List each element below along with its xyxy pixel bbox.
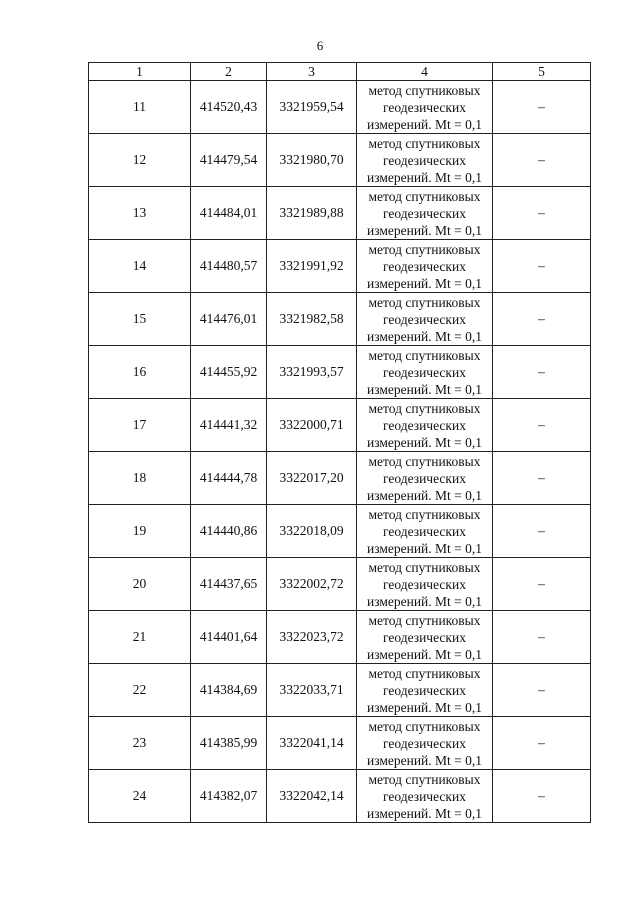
note-cell: – [493,664,591,717]
column-header-4: 4 [357,63,493,81]
x-coordinate-cell: 414479,54 [191,134,267,187]
method-line: измерений. Mt = 0,1 [366,381,483,397]
note-cell: – [493,81,591,134]
note-cell: – [493,452,591,505]
x-coordinate-cell: 414444,78 [191,452,267,505]
y-coordinate-cell: 3322041,14 [267,717,357,770]
x-coordinate-cell: 414384,69 [191,664,267,717]
method-line: метод спутниковых [368,506,481,522]
x-coordinate-cell: 414480,57 [191,240,267,293]
point-number-cell: 20 [89,558,191,611]
x-coordinate-cell: 414455,92 [191,346,267,399]
point-number-cell: 15 [89,293,191,346]
table-row [89,611,591,664]
method-cell [357,346,493,399]
method-line: геодезических [383,523,466,539]
table-row [89,505,591,558]
method-cell [357,717,493,770]
x-coordinate-cell: 414437,65 [191,558,267,611]
point-number-cell: 16 [89,346,191,399]
method-line: геодезических [383,417,466,433]
table-row [89,293,591,346]
method-cell [357,187,493,240]
x-coordinate-cell: 414385,99 [191,717,267,770]
method-line: метод спутниковых [368,347,481,363]
method-line: измерений. Mt = 0,1 [366,487,483,503]
x-coordinate-cell: 414520,43 [191,81,267,134]
method-line: геодезических [383,258,466,274]
method-line: метод спутниковых [368,559,481,575]
method-line: геодезических [383,735,466,751]
y-coordinate-cell: 3321959,54 [267,81,357,134]
note-cell: – [493,505,591,558]
method-line: метод спутниковых [368,665,481,681]
y-coordinate-cell: 3321980,70 [267,134,357,187]
method-cell [357,81,493,134]
x-coordinate-cell: 414441,32 [191,399,267,452]
note-cell: – [493,293,591,346]
method-cell [357,240,493,293]
column-header-1: 1 [89,63,191,81]
method-cell [357,293,493,346]
header-row [89,63,591,81]
method-line: измерений. Mt = 0,1 [366,752,483,768]
method-line: измерений. Mt = 0,1 [366,116,483,132]
note-cell: – [493,558,591,611]
method-cell [357,399,493,452]
method-line: измерений. Mt = 0,1 [366,328,483,344]
point-number-cell: 22 [89,664,191,717]
method-line: метод спутниковых [368,718,481,734]
method-cell [357,664,493,717]
table-row [89,187,591,240]
point-number-cell: 24 [89,770,191,823]
method-line: метод спутниковых [368,400,481,416]
table-row [89,558,591,611]
method-line: измерений. Mt = 0,1 [366,646,483,662]
y-coordinate-cell: 3322018,09 [267,505,357,558]
method-cell [357,558,493,611]
x-coordinate-cell: 414382,07 [191,770,267,823]
method-line: измерений. Mt = 0,1 [366,805,483,821]
method-line: геодезических [383,205,466,221]
note-cell: – [493,240,591,293]
table-row [89,664,591,717]
method-line: метод спутниковых [368,612,481,628]
point-number-cell: 11 [89,81,191,134]
method-line: измерений. Mt = 0,1 [366,275,483,291]
method-line: геодезических [383,788,466,804]
y-coordinate-cell: 3321982,58 [267,293,357,346]
column-header-5: 5 [493,63,591,81]
table-row [89,717,591,770]
note-cell: – [493,399,591,452]
x-coordinate-cell: 414476,01 [191,293,267,346]
table-row [89,134,591,187]
x-coordinate-cell: 414484,01 [191,187,267,240]
method-line: измерений. Mt = 0,1 [366,540,483,556]
point-number-cell: 13 [89,187,191,240]
method-line: метод спутниковых [368,135,481,151]
y-coordinate-cell: 3322000,71 [267,399,357,452]
column-header-3: 3 [267,63,357,81]
x-coordinate-cell: 414401,64 [191,611,267,664]
method-line: измерений. Mt = 0,1 [366,699,483,715]
y-coordinate-cell: 3322033,71 [267,664,357,717]
table-row [89,452,591,505]
method-line: геодезических [383,576,466,592]
method-line: геодезических [383,364,466,380]
page-number: 6 [316,38,324,53]
table-row [89,770,591,823]
point-number-cell: 19 [89,505,191,558]
table-row [89,240,591,293]
y-coordinate-cell: 3321991,92 [267,240,357,293]
method-line: метод спутниковых [368,82,481,98]
note-cell: – [493,187,591,240]
method-line: геодезических [383,152,466,168]
y-coordinate-cell: 3322017,20 [267,452,357,505]
point-number-cell: 12 [89,134,191,187]
method-line: геодезических [383,470,466,486]
method-line: измерений. Mt = 0,1 [366,434,483,450]
note-cell: – [493,717,591,770]
method-cell [357,611,493,664]
table-row [89,399,591,452]
point-number-cell: 18 [89,452,191,505]
method-cell [357,770,493,823]
method-line: метод спутниковых [368,453,481,469]
column-header-2: 2 [191,63,267,81]
note-cell: – [493,770,591,823]
method-line: геодезических [383,629,466,645]
note-cell: – [493,346,591,399]
method-line: метод спутниковых [368,771,481,787]
method-cell [357,134,493,187]
method-line: метод спутниковых [368,188,481,204]
point-number-cell: 17 [89,399,191,452]
note-cell: – [493,134,591,187]
note-cell: – [493,611,591,664]
method-line: геодезических [383,311,466,327]
point-number-cell: 21 [89,611,191,664]
method-line: измерений. Mt = 0,1 [366,593,483,609]
y-coordinate-cell: 3321989,88 [267,187,357,240]
table-body [89,81,591,823]
point-number-cell: 14 [89,240,191,293]
y-coordinate-cell: 3322023,72 [267,611,357,664]
method-line: метод спутниковых [368,294,481,310]
x-coordinate-cell: 414440,86 [191,505,267,558]
method-line: метод спутниковых [368,241,481,257]
y-coordinate-cell: 3322042,14 [267,770,357,823]
table-row [89,346,591,399]
method-line: измерений. Mt = 0,1 [366,222,483,238]
method-line: геодезических [383,682,466,698]
method-line: измерений. Mt = 0,1 [366,169,483,185]
point-number-cell: 23 [89,717,191,770]
method-line: геодезических [383,99,466,115]
coordinates-table [88,62,591,823]
method-cell [357,452,493,505]
method-cell [357,505,493,558]
y-coordinate-cell: 3322002,72 [267,558,357,611]
y-coordinate-cell: 3321993,57 [267,346,357,399]
table-row [89,81,591,134]
